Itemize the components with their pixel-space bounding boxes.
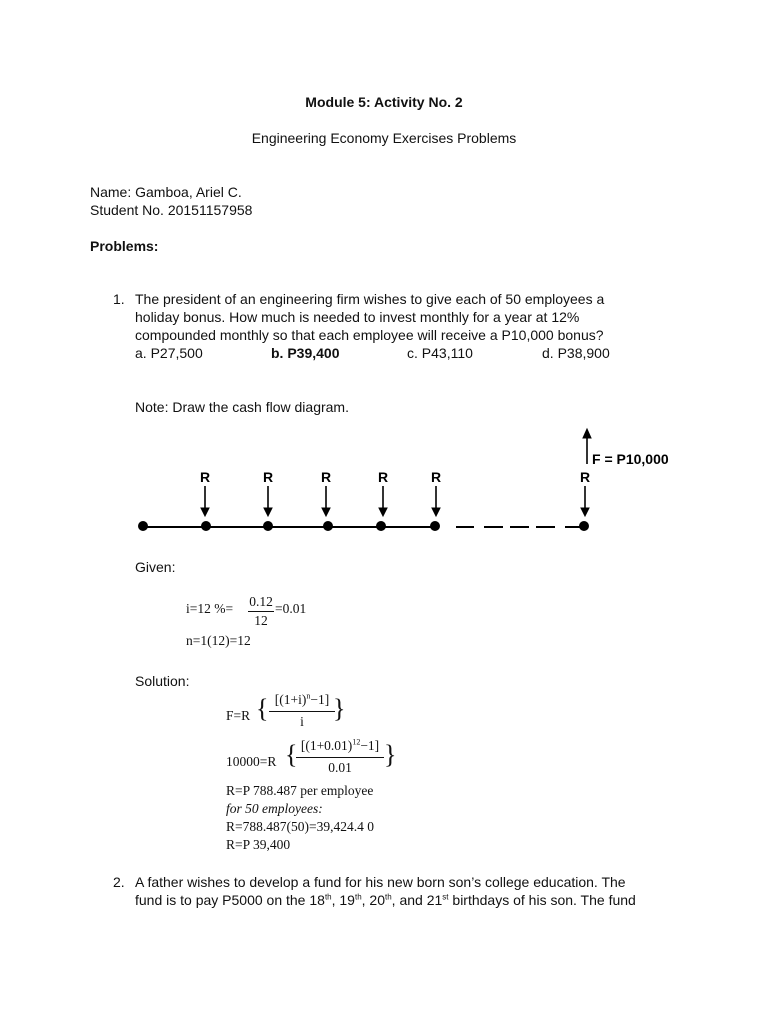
given-i-denominator: 12 xyxy=(254,613,268,628)
brace-left: { xyxy=(285,740,298,769)
payment-arrow-head xyxy=(379,508,387,516)
payment-label: R xyxy=(579,469,591,485)
fraction-bar xyxy=(269,711,335,712)
brace-right: } xyxy=(333,694,346,723)
substitution-numerator: $[(1+0.01)^{12}-1]$ xyxy=(300,737,380,753)
given-label: Given: xyxy=(135,559,176,575)
problem-1-number: 1. xyxy=(113,291,125,307)
fraction-bar xyxy=(296,757,384,758)
payment-label: R xyxy=(199,469,211,485)
formula-denominator: i xyxy=(300,714,304,729)
brace-left: { xyxy=(256,694,269,723)
payment-arrow-head xyxy=(264,508,272,516)
period-dot xyxy=(324,522,333,531)
choice-a: a. P27,500 xyxy=(135,345,203,361)
solution-line: R=P 788.487 per employee xyxy=(226,783,374,798)
page-title: Module 5: Activity No. 2 xyxy=(305,94,463,110)
period-dot xyxy=(264,522,273,531)
period-dot xyxy=(202,522,211,531)
given-i-result: =0.01 xyxy=(275,601,307,616)
given-i-eq: i=12 %= xyxy=(186,601,234,616)
final-answer: R=P 39,400 xyxy=(226,837,291,852)
solution-line: R=788.487(50)=39,424.4 0 xyxy=(226,819,374,834)
payment-arrow-head xyxy=(201,508,209,516)
problem-2-line: A father wishes to develop a fund for his new born son’s college education. The xyxy=(135,874,626,890)
given-n: n=1(12)=12 xyxy=(186,633,251,648)
payment-arrow-head xyxy=(581,508,589,516)
substitution-denominator: 0.01 xyxy=(328,760,352,775)
future-value-label: F = P10,000 xyxy=(592,451,669,467)
student-number: Student No. 20151157958 xyxy=(90,202,253,218)
payment-arrow-head xyxy=(322,508,330,516)
payment-arrow-head xyxy=(432,508,440,516)
choice-c: c. P43,110 xyxy=(407,345,473,361)
solution-line: for 50 employees: xyxy=(226,801,323,816)
formula-numerator: $[(1+i)^n-1]$ xyxy=(274,691,330,707)
solution-label: Solution: xyxy=(135,673,190,689)
payment-label: R xyxy=(262,469,274,485)
period-dot xyxy=(377,522,386,531)
problem-2-number: 2. xyxy=(113,874,125,890)
payment-label: R xyxy=(377,469,389,485)
page-subtitle: Engineering Economy Exercises Problems xyxy=(251,130,517,146)
problem-2-line: fund is to pay P5000 on the 18th, 19th, 20th, and 21st birthdays of his son. The fund xyxy=(135,892,636,908)
period-dot xyxy=(580,522,589,531)
future-value-arrow-head xyxy=(583,429,591,438)
problems-heading: Problems: xyxy=(90,238,159,254)
substitution-lhs: 10000=R xyxy=(226,754,277,769)
diagram-note: Note: Draw the cash flow diagram. xyxy=(135,399,349,415)
brace-right: } xyxy=(384,740,397,769)
student-name: Name: Gamboa, Ariel C. xyxy=(90,184,242,200)
problem-1-line: compounded monthly so that each employee will receive a P10,000 bonus? xyxy=(135,327,604,343)
payment-label: R xyxy=(430,469,442,485)
period-dot xyxy=(431,522,440,531)
choice-b-correct: b. P39,400 xyxy=(271,345,340,361)
choice-d: d. P38,900 xyxy=(542,345,610,361)
problem-1-line: The president of an engineering firm wishes to give each of 50 employees a xyxy=(135,291,605,307)
period-dot xyxy=(139,522,148,531)
payment-label: R xyxy=(320,469,332,485)
problem-1-line: holiday bonus. How much is needed to invest monthly for a year at 12% xyxy=(135,309,580,325)
formula-lhs: F=R xyxy=(226,708,251,723)
given-i-numerator: 0.12 xyxy=(249,594,273,609)
